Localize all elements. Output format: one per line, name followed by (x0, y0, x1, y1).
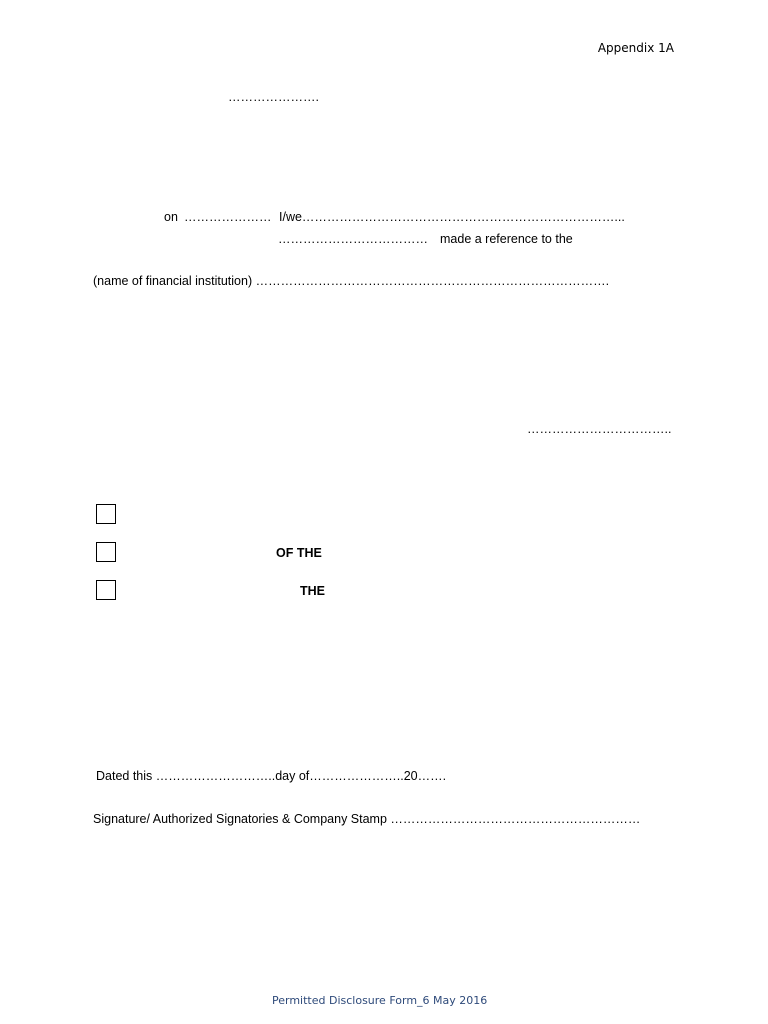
option-checkbox-1[interactable] (96, 504, 116, 524)
on-label: on (164, 210, 178, 224)
option-label-3: THE (300, 584, 325, 598)
option-checkbox-3[interactable] (96, 580, 116, 600)
footer-text: Permitted Disclosure Form_6 May 2016 (272, 994, 488, 1007)
signature-line[interactable]: Signature/ Authorized Signatories & Company Stamp …………………………………………………… (93, 812, 641, 826)
iwe-blank-field[interactable]: I/we…………………………………………………………………... (279, 210, 625, 224)
date-blank-field[interactable]: ………………… (184, 210, 272, 224)
reference-text: made a reference to the (440, 232, 573, 246)
right-blank-field[interactable]: …………………………….. (527, 422, 672, 436)
option-label-2: OF THE (276, 546, 322, 560)
name-blank-field[interactable]: ……………………………… (278, 232, 428, 246)
dated-line[interactable]: Dated this ………………………..day of…………………..20……. (96, 769, 447, 783)
option-checkbox-2[interactable] (96, 542, 116, 562)
top-blank-field[interactable]: …………………. (228, 90, 319, 104)
appendix-label: Appendix 1A (597, 41, 674, 55)
financial-institution-field[interactable]: (name of financial institution) …………………………………………………………………………. (93, 274, 610, 288)
